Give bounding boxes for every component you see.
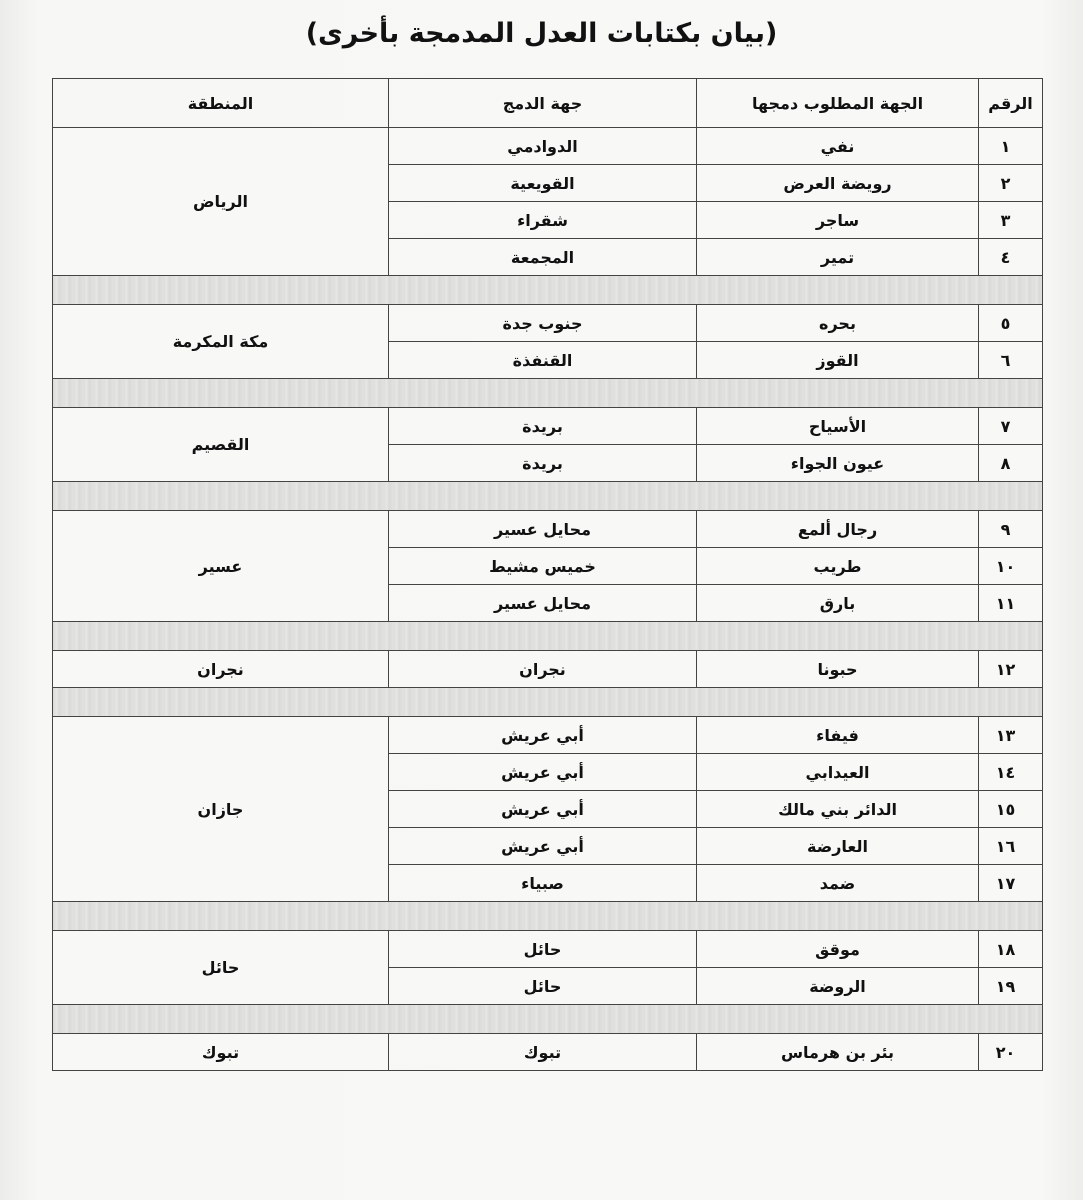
separator-cell [53, 902, 1043, 931]
row-number: ٥ [979, 305, 1043, 342]
row-entity: ضمد [697, 865, 979, 902]
row-number: ١٩ [979, 968, 1043, 1005]
group-separator-row [53, 902, 1043, 931]
row-merge-into: الدوادمي [389, 128, 697, 165]
row-entity: بحره [697, 305, 979, 342]
header-region: المنطقة [53, 79, 389, 128]
row-number: ١٨ [979, 931, 1043, 968]
separator-cell [53, 379, 1043, 408]
row-merge-into: جنوب جدة [389, 305, 697, 342]
row-merge-into: المجمعة [389, 239, 697, 276]
row-region: جازان [53, 717, 389, 902]
row-entity: حبونا [697, 651, 979, 688]
group-separator-row [53, 276, 1043, 305]
row-region: مكة المكرمة [53, 305, 389, 379]
row-merge-into: محايل عسير [389, 511, 697, 548]
table-row [53, 931, 1043, 968]
row-entity: نفي [697, 128, 979, 165]
row-entity: العيدابي [697, 754, 979, 791]
row-entity: رجال ألمع [697, 511, 979, 548]
row-merge-into: خميس مشيط [389, 548, 697, 585]
row-entity: الأسياح [697, 408, 979, 445]
row-number: ١ [979, 128, 1043, 165]
row-merge-into: القنفذة [389, 342, 697, 379]
row-number: ١٣ [979, 717, 1043, 754]
row-region: عسير [53, 511, 389, 622]
row-region: حائل [53, 931, 389, 1005]
row-number: ٣ [979, 202, 1043, 239]
row-entity: عيون الجواء [697, 445, 979, 482]
group-separator-row [53, 482, 1043, 511]
row-merge-into: صبياء [389, 865, 697, 902]
row-region: نجران [53, 651, 389, 688]
separator-cell [53, 688, 1043, 717]
row-number: ١٦ [979, 828, 1043, 865]
row-number: ١٠ [979, 548, 1043, 585]
row-entity: طريب [697, 548, 979, 585]
row-entity: موقق [697, 931, 979, 968]
row-region: القصيم [53, 408, 389, 482]
table-row [53, 305, 1043, 342]
row-number: ١٤ [979, 754, 1043, 791]
table-row [53, 128, 1043, 165]
table-row [53, 511, 1043, 548]
table-row [53, 408, 1043, 445]
row-merge-into: أبي عريش [389, 717, 697, 754]
group-separator-row [53, 379, 1043, 408]
row-entity: بئر بن هرماس [697, 1034, 979, 1071]
row-entity: ساجر [697, 202, 979, 239]
row-number: ١٧ [979, 865, 1043, 902]
group-separator-row [53, 1005, 1043, 1034]
row-merge-into: تبوك [389, 1034, 697, 1071]
row-merge-into: بريدة [389, 445, 697, 482]
row-merge-into: القويعية [389, 165, 697, 202]
row-entity: تمير [697, 239, 979, 276]
row-entity: رويضة العرض [697, 165, 979, 202]
separator-cell [53, 276, 1043, 305]
row-number: ٧ [979, 408, 1043, 445]
table-row [53, 717, 1043, 754]
row-merge-into: أبي عريش [389, 828, 697, 865]
table-row [53, 1034, 1043, 1071]
row-merge-into: شقراء [389, 202, 697, 239]
table-header-row [53, 79, 1043, 128]
row-entity: العارضة [697, 828, 979, 865]
row-merge-into: نجران [389, 651, 697, 688]
row-merge-into: أبي عريش [389, 791, 697, 828]
row-entity: الدائر بني مالك [697, 791, 979, 828]
row-number: ٨ [979, 445, 1043, 482]
row-number: ٤ [979, 239, 1043, 276]
row-merge-into: حائل [389, 931, 697, 968]
row-entity: فيفاء [697, 717, 979, 754]
row-entity: بارق [697, 585, 979, 622]
separator-cell [53, 622, 1043, 651]
row-number: ١٢ [979, 651, 1043, 688]
header-number: الرقم [979, 79, 1043, 128]
row-region: الرياض [53, 128, 389, 276]
row-number: ٢ [979, 165, 1043, 202]
row-number: ١١ [979, 585, 1043, 622]
row-number: ٢٠ [979, 1034, 1043, 1071]
merged-notaries-table [52, 78, 1043, 1071]
row-number: ٦ [979, 342, 1043, 379]
row-merge-into: بريدة [389, 408, 697, 445]
group-separator-row [53, 688, 1043, 717]
table-row [53, 651, 1043, 688]
row-merge-into: حائل [389, 968, 697, 1005]
row-number: ١٥ [979, 791, 1043, 828]
row-region: تبوك [53, 1034, 389, 1071]
table-body [53, 128, 1043, 1071]
separator-cell [53, 1005, 1043, 1034]
row-entity: القوز [697, 342, 979, 379]
header-entity: الجهة المطلوب دمجها [697, 79, 979, 128]
row-number: ٩ [979, 511, 1043, 548]
header-merge-into: جهة الدمج [389, 79, 697, 128]
group-separator-row [53, 622, 1043, 651]
row-merge-into: محايل عسير [389, 585, 697, 622]
document-title: (بيان بكتابات العدل المدمجة بأخرى) [305, 18, 778, 49]
separator-cell [53, 482, 1043, 511]
row-merge-into: أبي عريش [389, 754, 697, 791]
row-entity: الروضة [697, 968, 979, 1005]
